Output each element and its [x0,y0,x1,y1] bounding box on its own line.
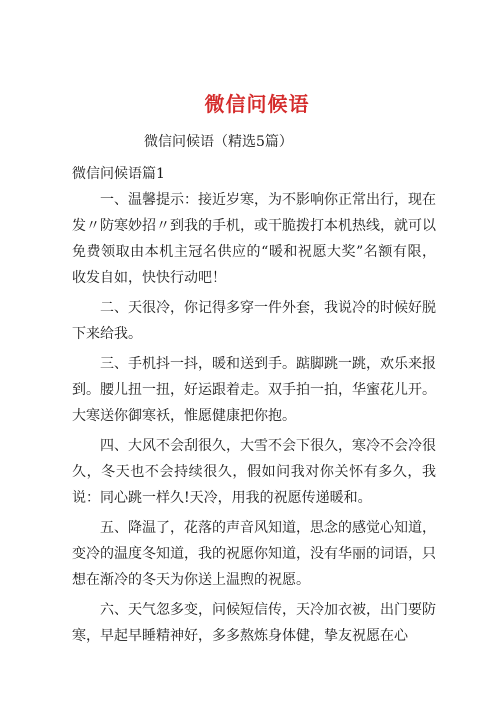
paragraph-5: 五、降温了，花落的声音风知道，思念的感觉心知道，变冷的温度冬知道，我的祝愿你知道，没有华丽的词语，只想在渐冷的冬天为你送上温煦的祝愿。 [72,520,436,588]
paragraph-6: 六、天气忽多变，问候短信传，天冷加衣被，出门要防寒，早起早睡精神好，多多熬炼身体健，挚友祝愿在心 [72,602,436,644]
paragraph-2: 二、天很冷，你记得多穿一件外套，我说冷的时候好脱下来给我。 [72,300,436,342]
section-heading: 微信问候语篇1 [72,166,165,182]
paragraph-1: 一、温馨提示：接近岁寒，为不影响你正常出行，现在发〃防寒妙招〃到我的手机，或干脆拨打本机热线，就可以免费领取由本机主冠名供应的“暖和祝愿大奖”名额有限，收发自如，快快行动吧！ [72,192,436,286]
paragraph-4: 四、大风不会刮很久，大雪不会下很久，寒冷不会冷很久，冬天也不会持续很久，假如问我对你关怀有多久，我说：同心跳一样久!天冷，用我的祝愿传递暖和。 [72,438,436,506]
paragraph-3: 三、手机抖一抖，暖和送到手。踮脚跳一跳，欢乐来报到。腰儿扭一扭，好运跟着走。双手拍一拍，华蜜花儿开。大寒送你御寒袄，惟愿健康把你抱。 [72,356,436,424]
document-title: 微信问候语 [204,92,310,116]
document-subtitle: 微信问候语（精选5篇） [144,134,293,150]
